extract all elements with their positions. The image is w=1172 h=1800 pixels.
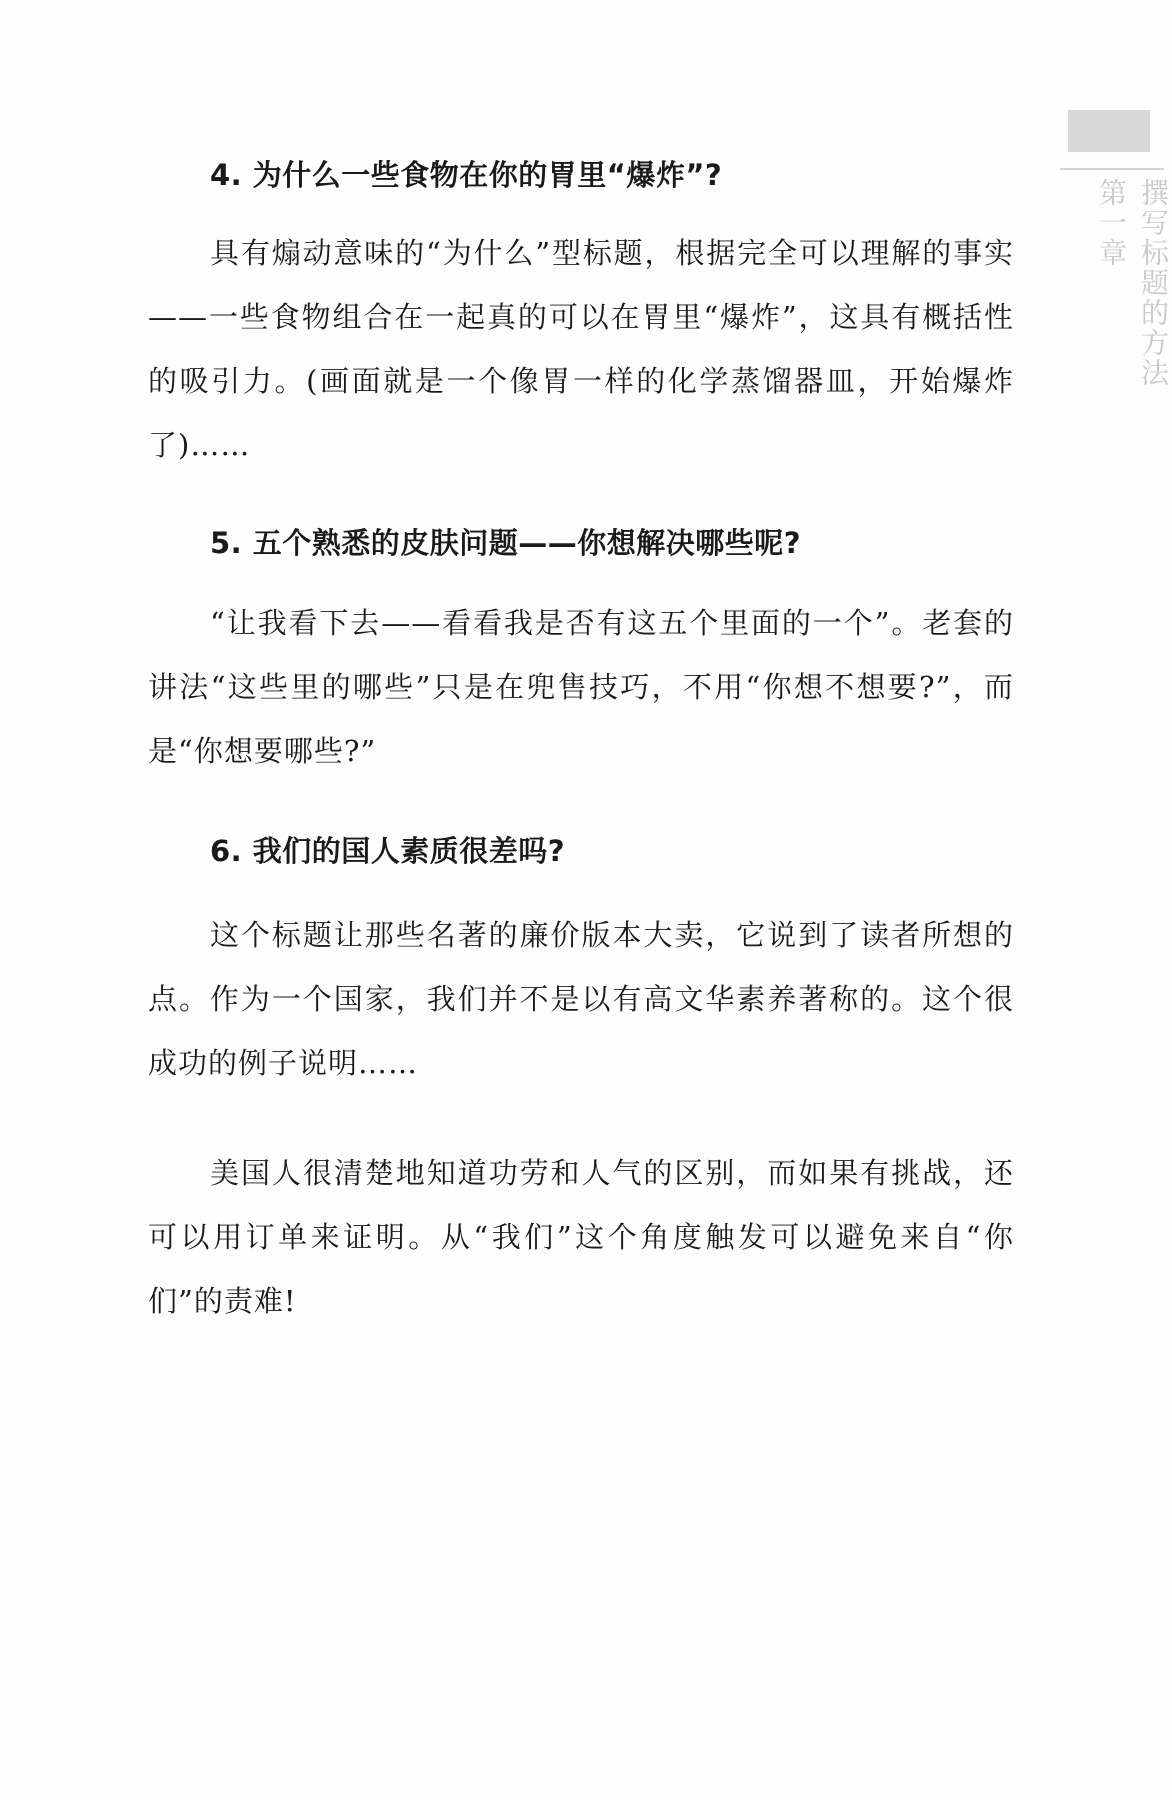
section-5-paragraph: “让我看下去——看看我是否有这五个里面的一个”。老套的讲法“这些里的哪些”只是在兜售技巧，不用“你想不想要?”，而是“你想要哪些?”	[148, 606, 1014, 768]
running-header-chapter: 第一章	[1095, 178, 1128, 268]
running-header-rule	[1060, 168, 1164, 170]
section-heading-4: 4. 为什么一些食物在你的胃里“爆炸”?	[210, 158, 723, 192]
section-6-paragraph-2: 美国人很清楚地知道功劳和人气的区别，而如果有挑战，还可以用订单来证明。从“我们”这个角度触发可以避免来自“你们”的责难!	[148, 1156, 1014, 1318]
running-header-title: 撰写标题的方法	[1137, 178, 1170, 388]
section-6-paragraph-1: 这个标题让那些名著的廉价版本大卖，它说到了读者所想的点。作为一个国家，我们并不是以有高文华素养著称的。这个很成功的例子说明……	[148, 918, 1014, 1080]
section-4-paragraph: 具有煽动意味的“为什么”型标题，根据完全可以理解的事实——一些食物组合在一起真的可以在胃里“爆炸”，这具有概括性的吸引力。(画面就是一个像胃一样的化学蒸馏器皿，开始爆炸了)……	[148, 236, 1014, 462]
chapter-tab-marker	[1068, 110, 1150, 152]
section-heading-5: 5. 五个熟悉的皮肤问题——你想解决哪些呢?	[210, 526, 802, 560]
section-heading-6: 6. 我们的国人素质很差吗?	[210, 834, 566, 868]
page-body	[148, 155, 1014, 1333]
